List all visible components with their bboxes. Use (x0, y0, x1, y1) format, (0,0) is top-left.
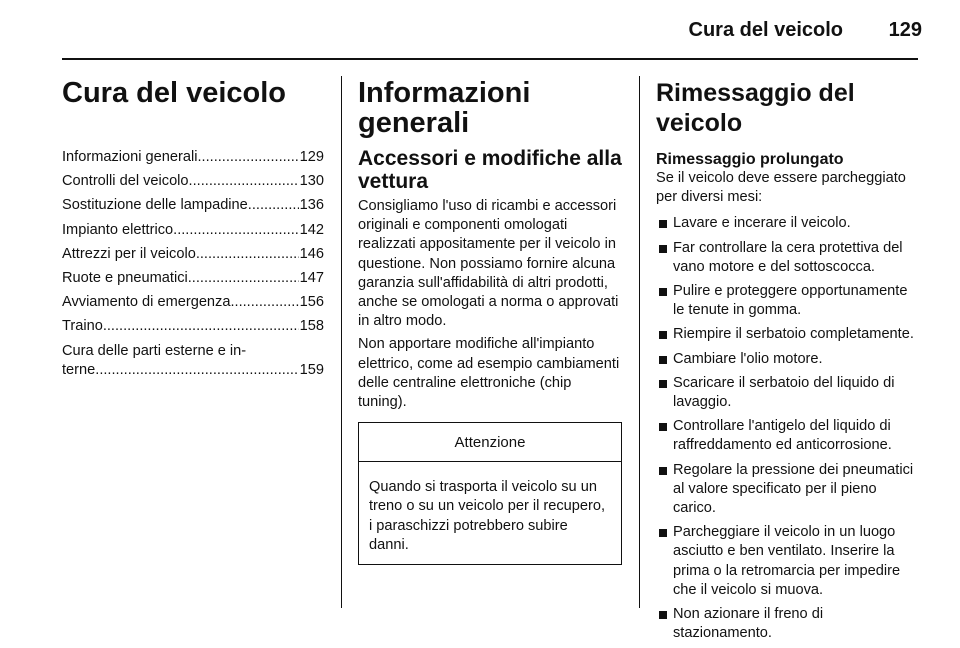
toc-entry[interactable]: Cura delle parti esterne e in- terne ..... 159 (62, 342, 324, 380)
list-item: Parcheggiare il veicolo in un luogo asciutto e ben ventilato. Inserire la prima o la retromarcia per impedire che il veicolo si muova. (656, 523, 922, 600)
storage-checklist (656, 214, 922, 643)
table-of-contents (62, 148, 324, 380)
list-item: Regolare la pressione dei pneumatici al valore specificato per il pieno carico. (656, 461, 922, 519)
toc-entry[interactable]: Traino ..... 158 (62, 317, 324, 336)
column-divider (341, 76, 342, 608)
toc-entry[interactable]: Controlli del veicolo ..... 130 (62, 172, 324, 191)
list-item: Riempire il serbatoio completamente. (656, 325, 922, 344)
list-item: Lavare e incerare il veicolo. (656, 214, 922, 233)
toc-column (62, 78, 324, 385)
toc-entry[interactable]: Avviamento di emergenza ..... 156 (62, 293, 324, 312)
section-subtitle: Rimessaggio prolungato (656, 151, 844, 168)
bullet-icon (659, 467, 667, 475)
list-item: Cambiare l'olio motore. (656, 350, 922, 369)
list-item: Pulire e proteggere opportunamente le tenute in gomma. (656, 282, 922, 320)
storage-column (656, 78, 922, 648)
toc-entry[interactable]: Ruote e pneumatici ..... 147 (62, 269, 324, 288)
bullet-icon (659, 529, 667, 537)
section-subtitle: Accessori e modifiche alla vettura (358, 147, 622, 193)
paragraph: Se il veicolo deve essere parcheggiato per diversi mesi: (656, 170, 906, 206)
bullet-icon (659, 331, 667, 339)
list-item: Far controllare la cera protettiva del vano motore e del sottoscocca. (656, 239, 922, 277)
warning-box (358, 422, 622, 565)
list-item: Scaricare il serbatoio del liquido di lavaggio. (656, 374, 922, 412)
bullet-icon (659, 611, 667, 619)
bullet-icon (659, 423, 667, 431)
list-item: Non azionare il freno di stazionamento. (656, 605, 922, 643)
bullet-icon (659, 220, 667, 228)
toc-entry[interactable]: Attrezzi per il veicolo ..... 146 (62, 245, 324, 264)
toc-entry[interactable]: Informazioni generali ..... 129 (62, 148, 324, 167)
warning-text: Quando si trasporta il veicolo su un treno o su un veicolo per il recupero, i paraschizzi potrebbero subire danni. (369, 479, 606, 553)
column-divider (639, 76, 640, 608)
bullet-icon (659, 356, 667, 364)
paragraph: Non apportare modifiche all'impianto elettrico, come ad esempio cambiamenti delle centraline elettroniche (chip tuning). (358, 336, 620, 411)
paragraph: Consigliamo l'uso di ricambi e accessori originali e componenti omologati realizzati appositamente per il veicolo in questione. Non possiamo fornire alcuna garanzia sull'affidabilità di altri prodotti, anche se omologati a norma o approvati in altro modo. (358, 198, 619, 330)
bullet-icon (659, 245, 667, 253)
toc-entry[interactable]: Sostituzione delle lampadine ..... 136 (62, 196, 324, 215)
bullet-icon (659, 380, 667, 388)
general-info-column (358, 78, 622, 565)
warning-title: Attenzione (359, 423, 621, 462)
page-header (0, 0, 960, 58)
header-rule (62, 58, 918, 60)
section-title: Informazioni generali (358, 77, 531, 139)
header-title: Cura del veicolo (688, 19, 843, 41)
bullet-icon (659, 288, 667, 296)
chapter-title: Cura del veicolo (62, 77, 287, 109)
section-title: Rimessaggio del veicolo (656, 79, 855, 137)
list-item: Controllare l'antigelo del liquido di raffreddamento ed anticorrosione. (656, 417, 922, 455)
toc-entry[interactable]: Impianto elettrico ..... 142 (62, 221, 324, 240)
header-page-number: 129 (888, 19, 922, 41)
